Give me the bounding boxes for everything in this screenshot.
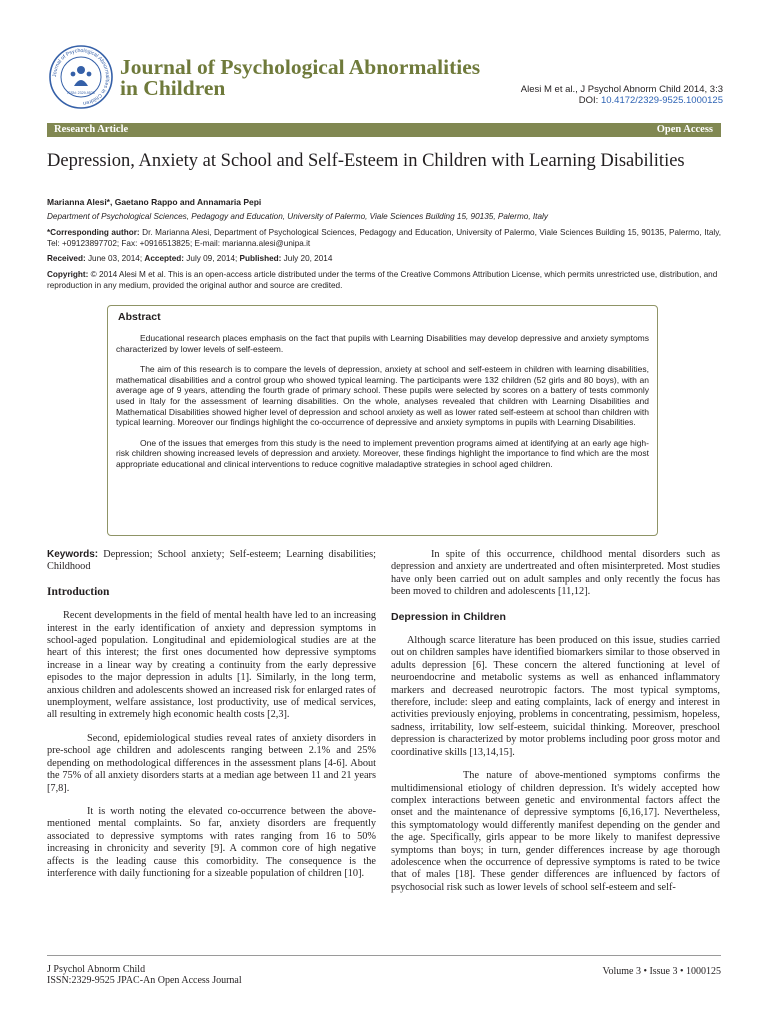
footer-journal: J Psychol Abnorm Child xyxy=(47,964,146,975)
keywords-text: Depression; School anxiety; Self-esteem; Learning disabilities; Childhood xyxy=(47,549,376,573)
article-title: Depression, Anxiety at School and Self-Esteem in Children with Learning Disabilities xyxy=(47,151,685,171)
accepted-label: Accepted: xyxy=(144,254,185,263)
doi-label: DOI: xyxy=(578,95,601,106)
received-date: June 03, 2014; xyxy=(85,254,145,263)
depression-heading: Depression in Children xyxy=(391,610,506,623)
journal-title-line2: in Children xyxy=(120,76,226,100)
abstract-heading: Abstract xyxy=(118,311,161,323)
footer-left xyxy=(47,964,242,986)
article-type-label: Research Article xyxy=(54,124,129,135)
body-paragraph: The nature of above-mentioned symptoms confirms the multidimensional etiology of children depression. It's widely accepted how complex interactions between genetic and environmental factors affect the onset and the maintenance of depressive symptoms [6,16,17]. Nevertheless, this symptomatology would differently manifest depending on the gender and the age. Specifically, girls appear to be more likely to manifest depressive symptoms than boys; in turn, gender differences increase by age thorough adolescence when the occurrence of depressive symptoms is rated to be twice that of males [18]. These gender differences are influenced by factors of psychosocial risk such as lower levels of school self-esteem and self- xyxy=(391,770,720,893)
journal-title-line1: Journal of Psychological Abnormalities xyxy=(120,55,481,79)
right-column xyxy=(391,549,720,905)
body-paragraph: Second, epidemiological studies reveal rates of anxiety disorders in pre-school age children and adolescents ranging between 2.1% and 25% depending on methodological differences in the assessment plans [4-6]. About the 75% of all anxiety disorders starts at a median age between 11 and 21 years [7,8]. xyxy=(47,732,376,794)
citation-text: Alesi M et al., J Psychol Abnorm Child 2014, 3:3 xyxy=(520,84,723,95)
abstract-paragraph: One of the issues that emerges from this study is the need to implement prevention programs aimed at identifying at an early age high-risk children showing increased levels of depression and anxiety. Moreover, these findings highlight the importance to find which are the most appropriate educational and clinical interventions to reduce cognitive maladaptive strategies in school aged children. xyxy=(116,437,649,469)
logo-ring-text: Journal of Psychological Abnormalities in Children xyxy=(51,47,111,106)
journal-title xyxy=(120,57,480,99)
logo-issn: ISSN: 2329-9525 xyxy=(67,91,95,95)
keywords-label: Keywords: xyxy=(47,549,99,560)
journal-logo xyxy=(48,44,114,110)
body-paragraph: Although scarce literature has been produced on this issue, studies carried out on children samples have identified biomarkers similar to those observed in adults depression [6]. These concern the altered functioning at level of neuroendocrine and metabolic systems as well as enhanced inflammatory markers and decreased neurotropic factors. The most typical symptoms, therefore, include: sleep and eating complaints, lack of energy and interest in activities previously enjoying, problems in concentrating, pessimism, hopeless, sadness, irritability, low self-esteem, suicidal thinking. Moreover, preschool depression is characterized by motor problems including poor gross motor and coordinative skills [13,14,15]. xyxy=(391,635,720,758)
received-label: Received: xyxy=(47,254,86,263)
copyright xyxy=(47,270,721,291)
copyright-text: © 2014 Alesi M et al. This is an open-access article distributed under the terms of the Creative Commons Attribution License, which permits unrestricted use, distribution, and reproduction in any medium, provided the original author and source are credited. xyxy=(47,270,718,290)
article-type-banner xyxy=(47,123,721,137)
corresponding-text: Dr. Marianna Alesi, Department of Psychological Sciences, Pedagogy and Education, University of Palermo, Viale Sciences Building 15, 90135, Palermo, Italy, Tel: +09123897702; Fax: +0916513825; E-mail: marianna.alesi@unipa.it xyxy=(47,228,721,248)
abstract-box xyxy=(107,305,658,536)
body-paragraph: In spite of this occurrence, childhood mental disorders such as depression and anxiety are undertreated and often misinterpreted. Most studies have only been carried out on adult samples and only recently the focus has been moved to children and adolescents [11,12]. xyxy=(391,549,720,598)
corresponding-label: *Corresponding author: xyxy=(47,228,140,237)
doi-link[interactable]: 10.4172/2329-9525.1000125 xyxy=(600,95,723,106)
article-dates xyxy=(47,254,721,265)
abstract-paragraph: The aim of this research is to compare the levels of depression, anxiety at school and self-esteem in children with learning disabilities, mathematical disabilities and a control group who showed typical learning. The participants were 132 children (52 girls and 80 boys), with an average age of 9 years, attending the fourth grade of primary school. These pupils were selected by scores on a battery of tests commonly used in Italy for the assessment of learning disabilities. On the whole, analyses revealed that children with Learning Disabilities and Mathematical Disabilities showed higher level of depression and school anxiety as well as lower rated self-esteem at school than children with typical learning. Moreover our findings highlight the co-occurrence of depressive and anxiety symptoms in pupils with Learning Disabilities. xyxy=(116,364,649,428)
open-access-label: Open Access xyxy=(656,124,713,135)
copyright-label: Copyright: xyxy=(47,270,89,279)
introduction-heading: Introduction xyxy=(47,585,110,598)
accepted-date: July 09, 2014; xyxy=(184,254,240,263)
footer-divider xyxy=(47,955,721,956)
keywords xyxy=(47,549,376,574)
published-date: July 20, 2014 xyxy=(281,254,333,263)
footer-issn: ISSN:2329-9525 JPAC-An Open Access Journal xyxy=(47,975,242,986)
body-paragraph: Recent developments in the field of mental health have led to an increasing interest in the early identification of anxiety and depression symptoms in school-aged population. Longitudinal and epidemiological studies are at the heart of this interest; the first ones documented how depressive symptoms increase in a linear way by creating a continuity from the early depressive episodes to the major depression in adults [1]. Similarly, in the long term, anxious children and adolescents showed an increased risk for enlarged rates of unemployment, welfare assistance, lost productivity, use of medical services, all resulting in extremely high economic health costs [2,3]. xyxy=(47,610,376,721)
left-column xyxy=(47,549,376,891)
body-paragraph: It is worth noting the elevated co-occurrence between the above-mentioned mental complaints. So far, anxiety disorders are frequently associated to depressive symptoms with rates ranging from 16 to 50% increasing in chronicity and severity [9]. A common core of high negative affects is the leading cause this comorbidity. The consequence is the interference with daily functioning for a sizeable population of children [10]. xyxy=(47,805,376,879)
published-label: Published: xyxy=(239,254,282,263)
citation-block xyxy=(521,84,723,106)
abstract-paragraph: Educational research places emphasis on the fact that pupils with Learning Disabilities may develop depressive and anxiety symptoms characterized by lower levels of self-esteem. xyxy=(116,333,649,354)
authors: Marianna Alesi*, Gaetano Rappo and Annamaria Pepi xyxy=(47,197,262,207)
footer-volume: Volume 3 • Issue 3 • 1000125 xyxy=(602,966,721,977)
affiliation: Department of Psychological Sciences, Pedagogy and Education, University of Palermo, Viale Sciences Building 15, 90135, Palermo, Italy xyxy=(47,212,548,221)
corresponding-author xyxy=(47,228,721,249)
